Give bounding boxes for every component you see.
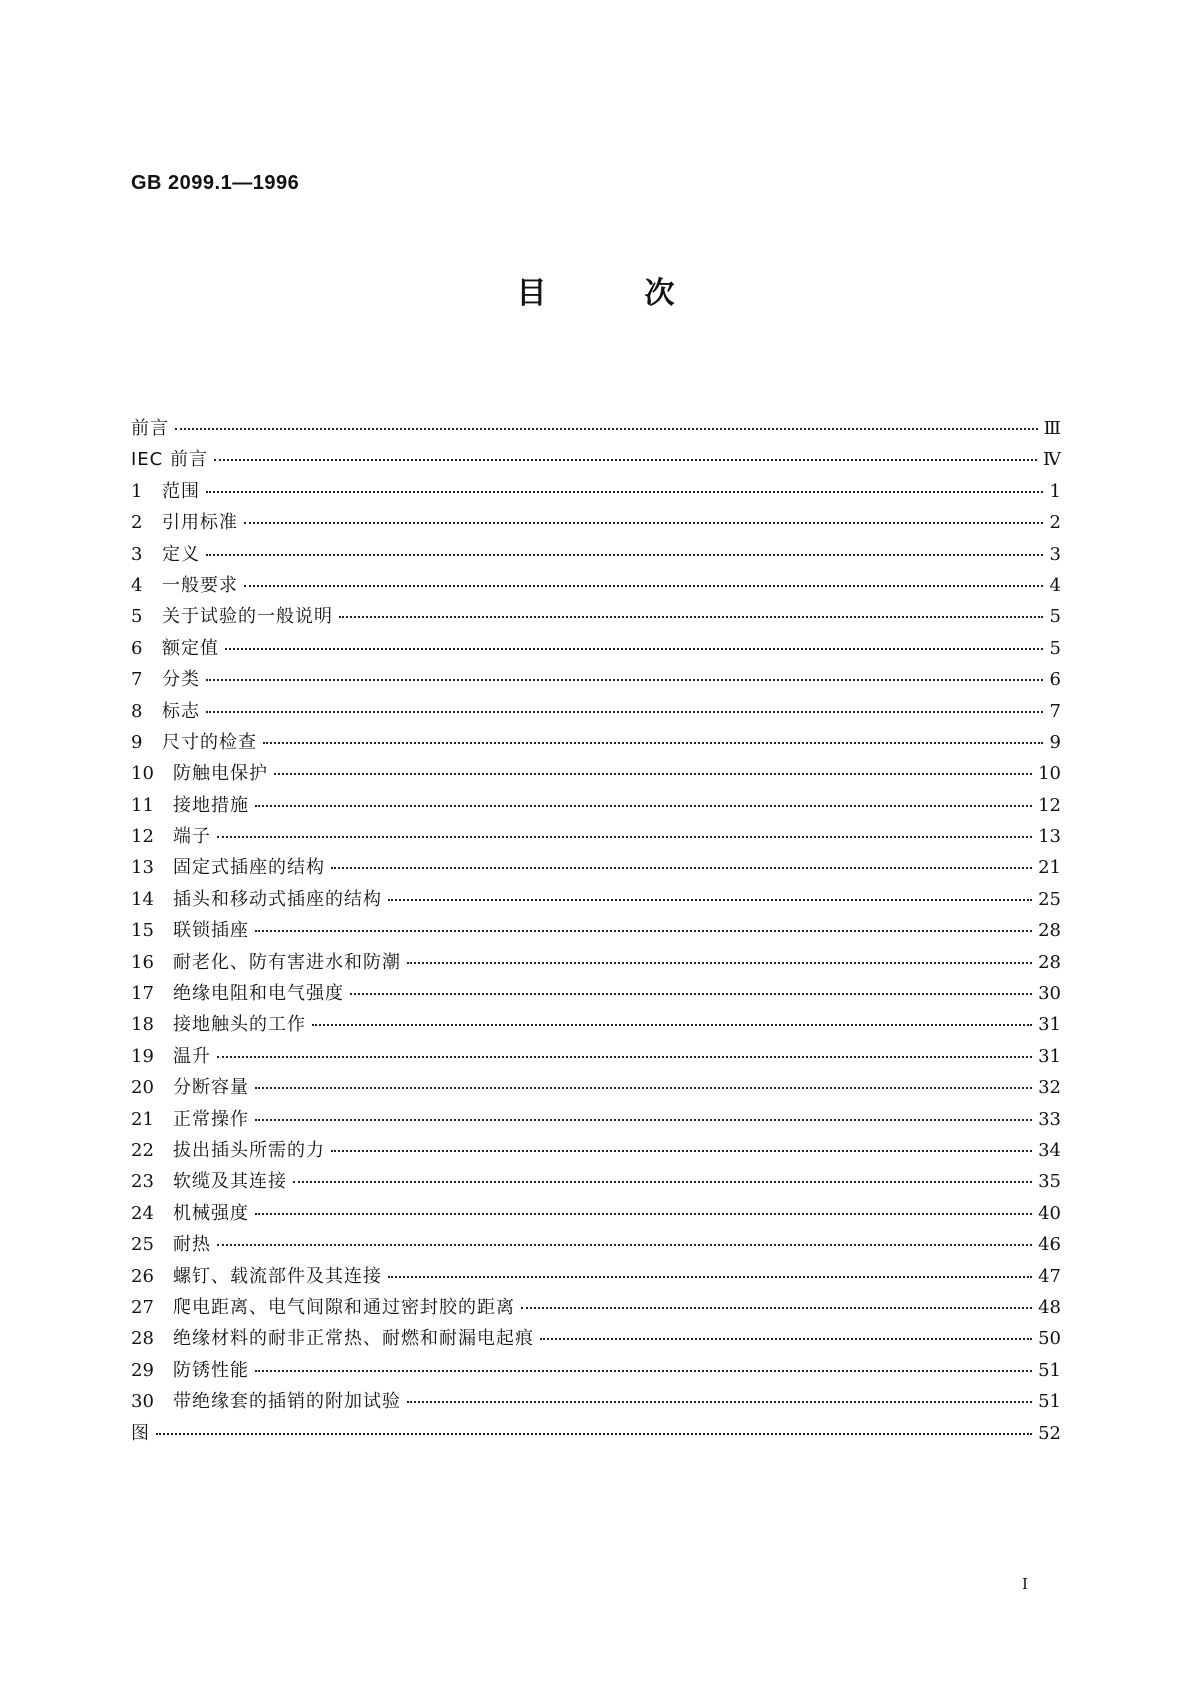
toc-entry-number: 15: [131, 920, 154, 942]
dot-leader: [255, 1369, 1032, 1372]
toc-entry[interactable]: [131, 1073, 1061, 1104]
dot-leader: [244, 584, 1043, 587]
toc-entry[interactable]: [131, 571, 1061, 602]
dot-leader: [175, 427, 1038, 430]
toc-entry-label: 引用标准: [162, 512, 238, 534]
dot-leader: [388, 1275, 1032, 1278]
dot-leader: [407, 961, 1032, 964]
page-title: 目次: [516, 276, 773, 311]
toc-entry-page: 25: [1038, 888, 1061, 910]
toc-entry-label: 正常操作: [173, 1108, 249, 1130]
toc-entry-number: 17: [131, 983, 154, 1005]
toc-entry-number: 26: [131, 1265, 154, 1287]
toc-entry-page: 30: [1038, 983, 1061, 1005]
toc-entry-page: 4: [1049, 574, 1061, 596]
toc-entry-label: 额定值: [162, 637, 219, 659]
toc-entry-number: 16: [131, 951, 154, 973]
toc-entry-number: 1: [131, 480, 143, 502]
toc-entry[interactable]: [131, 1387, 1061, 1418]
toc-entry-page: 3: [1049, 543, 1061, 565]
toc-entry-page: 5: [1049, 606, 1061, 628]
toc-entry-label: 插头和移动式插座的结构: [173, 888, 382, 910]
toc-entry-label: 耐热: [173, 1234, 211, 1256]
toc-entry-label: 联锁插座: [173, 920, 249, 942]
toc-entry-number: 8: [131, 700, 143, 722]
toc-entry-label: 螺钉、载流部件及其连接: [173, 1265, 382, 1287]
toc-entry[interactable]: [131, 414, 1061, 445]
toc-entry-number: 2: [131, 512, 143, 534]
dot-leader: [255, 929, 1032, 932]
dot-leader: [255, 1118, 1032, 1121]
toc-entry[interactable]: [131, 1010, 1061, 1041]
toc-entry[interactable]: [131, 445, 1061, 476]
dot-leader: [521, 1306, 1032, 1309]
toc-entry-label: 前言: [131, 418, 169, 439]
toc-entry-label: 固定式插座的结构: [173, 857, 325, 879]
toc-entry[interactable]: [131, 1262, 1061, 1293]
toc-entry-label: 软缆及其连接: [173, 1171, 287, 1193]
toc-entry-number: 3: [131, 543, 143, 565]
toc-entry-number: 19: [131, 1045, 154, 1067]
toc-entry[interactable]: [131, 1105, 1061, 1136]
toc-entry-label: 接地措施: [173, 794, 249, 816]
toc-entry-page: 35: [1038, 1171, 1061, 1193]
toc-entry[interactable]: [131, 477, 1061, 508]
dot-leader: [293, 1180, 1032, 1183]
dot-leader: [225, 647, 1043, 650]
dot-leader: [206, 490, 1043, 493]
toc-entry-label: 带绝缘套的插销的附加试验: [173, 1391, 401, 1413]
toc-entry-page: 6: [1049, 669, 1061, 691]
toc-entry-number: 7: [131, 669, 143, 691]
toc-entry-number: 14: [131, 888, 154, 910]
toc-entry-label: 标志: [162, 700, 200, 722]
toc-entry-label: 防锈性能: [173, 1359, 249, 1381]
toc-entry-number: 22: [131, 1139, 154, 1161]
dot-leader: [388, 898, 1032, 901]
dot-leader: [255, 1086, 1032, 1089]
toc-entry-number: 29: [131, 1359, 154, 1381]
toc-entry-page: 47: [1038, 1265, 1061, 1287]
toc-entry[interactable]: [131, 885, 1061, 916]
toc-entry-page: 28: [1038, 951, 1061, 973]
toc-entry-number: 23: [131, 1171, 154, 1193]
toc-entry-number: 13: [131, 857, 154, 879]
toc-entry[interactable]: [131, 1230, 1061, 1261]
dot-leader: [217, 1243, 1032, 1246]
dot-leader: [206, 710, 1043, 713]
toc-entry-page: 31: [1038, 1014, 1061, 1036]
toc-entry[interactable]: [131, 1199, 1061, 1230]
standard-code: GB 2099.1—1996: [131, 172, 300, 194]
toc-entry[interactable]: [131, 540, 1061, 571]
toc-entry-number: 20: [131, 1077, 154, 1099]
toc-entry-page: 40: [1038, 1202, 1061, 1224]
dot-leader: [350, 992, 1032, 995]
toc-entry-number: 18: [131, 1014, 154, 1036]
toc-entry-page: 2: [1049, 512, 1061, 534]
toc-entry-number: 9: [131, 731, 143, 753]
toc-entry-label: 一般要求: [162, 574, 238, 596]
toc-entry[interactable]: [131, 916, 1061, 947]
toc-entry-label: 图: [131, 1422, 150, 1444]
toc-entry-label: 防触电保护: [173, 763, 268, 785]
toc-entry-page: 31: [1038, 1045, 1061, 1067]
dot-leader: [339, 615, 1043, 618]
toc-entry-page: 5: [1049, 637, 1061, 659]
toc-entry-label: 关于试验的一般说明: [162, 606, 333, 628]
toc-entry-number: 25: [131, 1234, 154, 1256]
toc-entry-page: 48: [1038, 1296, 1061, 1318]
toc-entry-label: 范围: [162, 480, 200, 502]
toc-entry-page: Ⅳ: [1043, 449, 1061, 471]
toc-entry[interactable]: [131, 665, 1061, 696]
toc-entry-page: 9: [1049, 731, 1061, 753]
toc-entry[interactable]: [131, 1356, 1061, 1387]
toc-entry-label: 拔出插头所需的力: [173, 1139, 325, 1161]
toc-entry-page: 10: [1038, 763, 1061, 785]
dot-leader: [331, 1149, 1032, 1152]
dot-leader: [156, 1432, 1032, 1435]
dot-leader: [214, 458, 1037, 461]
toc-entry[interactable]: [131, 634, 1061, 665]
toc-entry[interactable]: [131, 1293, 1061, 1324]
toc-entry-label: 接地触头的工作: [173, 1014, 306, 1036]
toc-entry[interactable]: [131, 948, 1061, 979]
dot-leader: [312, 1023, 1032, 1026]
dot-leader: [407, 1400, 1032, 1403]
toc-entry[interactable]: [131, 697, 1061, 728]
toc-entry-number: 27: [131, 1296, 154, 1318]
dot-leader: [217, 835, 1032, 838]
toc-entry[interactable]: [131, 791, 1061, 822]
toc-entry-label: 绝缘材料的耐非正常热、耐燃和耐漏电起痕: [173, 1328, 534, 1350]
toc-entry-label: IEC 前言: [131, 449, 208, 471]
dot-leader: [540, 1337, 1032, 1340]
toc-entry[interactable]: [131, 1419, 1061, 1450]
toc-entry-page: 21: [1038, 857, 1061, 879]
toc-entry-page: 12: [1038, 794, 1061, 816]
dot-leader: [206, 553, 1043, 556]
dot-leader: [244, 521, 1043, 524]
toc-entry-label: 尺寸的检查: [162, 731, 257, 753]
toc-entry[interactable]: [131, 1042, 1061, 1073]
toc-entry-page: 28: [1038, 920, 1061, 942]
toc-entry[interactable]: [131, 728, 1061, 759]
page-number: I: [1022, 1575, 1028, 1593]
dot-leader: [255, 1212, 1032, 1215]
toc-entry-page: 51: [1038, 1359, 1061, 1381]
toc-entry[interactable]: [131, 602, 1061, 633]
toc-entry[interactable]: [131, 979, 1061, 1010]
toc-entry-page: 7: [1049, 700, 1061, 722]
toc-entry[interactable]: [131, 1136, 1061, 1167]
toc-entry-page: 50: [1038, 1328, 1061, 1350]
dot-leader: [331, 866, 1032, 869]
toc-entry-number: 30: [131, 1391, 154, 1413]
toc-entry-label: 爬电距离、电气间隙和通过密封胶的距离: [173, 1296, 515, 1318]
toc-entry[interactable]: [131, 853, 1061, 884]
toc-entry-number: 28: [131, 1328, 154, 1350]
dot-leader: [255, 804, 1032, 807]
toc-entry[interactable]: [131, 759, 1061, 790]
toc-entry-label: 定义: [162, 543, 200, 565]
toc-entry-label: 耐老化、防有害进水和防潮: [173, 951, 401, 973]
toc-entry-page: 46: [1038, 1234, 1061, 1256]
dot-leader: [274, 772, 1032, 775]
toc-entry-number: 11: [131, 794, 154, 816]
toc-entry-number: 10: [131, 763, 154, 785]
toc-entry[interactable]: [131, 1167, 1061, 1198]
toc-entry-number: 12: [131, 826, 154, 848]
toc-entry-label: 温升: [173, 1045, 211, 1067]
dot-leader: [263, 741, 1043, 744]
dot-leader: [217, 1055, 1032, 1058]
toc-entry-number: 4: [131, 574, 143, 596]
toc-entry-label: 分断容量: [173, 1077, 249, 1099]
toc-entry-label: 分类: [162, 669, 200, 691]
toc-entry-number: 21: [131, 1108, 154, 1130]
toc-entry[interactable]: [131, 822, 1061, 853]
toc-entry-page: 33: [1038, 1108, 1061, 1130]
toc-entry-page: 32: [1038, 1077, 1061, 1099]
toc-entry-page: 1: [1049, 480, 1061, 502]
dot-leader: [206, 678, 1043, 681]
toc-entry-page: 51: [1038, 1391, 1061, 1413]
toc-entry-page: 52: [1038, 1422, 1061, 1444]
toc-entry-number: 24: [131, 1202, 154, 1224]
table-of-contents: [131, 414, 1061, 1450]
toc-entry-label: 机械强度: [173, 1202, 249, 1224]
toc-entry[interactable]: [131, 1324, 1061, 1355]
toc-entry-page: Ⅲ: [1043, 418, 1061, 439]
toc-entry-number: 6: [131, 637, 143, 659]
toc-entry-label: 端子: [173, 826, 211, 848]
toc-entry-label: 绝缘电阻和电气强度: [173, 983, 344, 1005]
toc-entry-number: 5: [131, 606, 143, 628]
toc-entry-page: 13: [1038, 826, 1061, 848]
toc-entry[interactable]: [131, 508, 1061, 539]
toc-entry-page: 34: [1038, 1139, 1061, 1161]
